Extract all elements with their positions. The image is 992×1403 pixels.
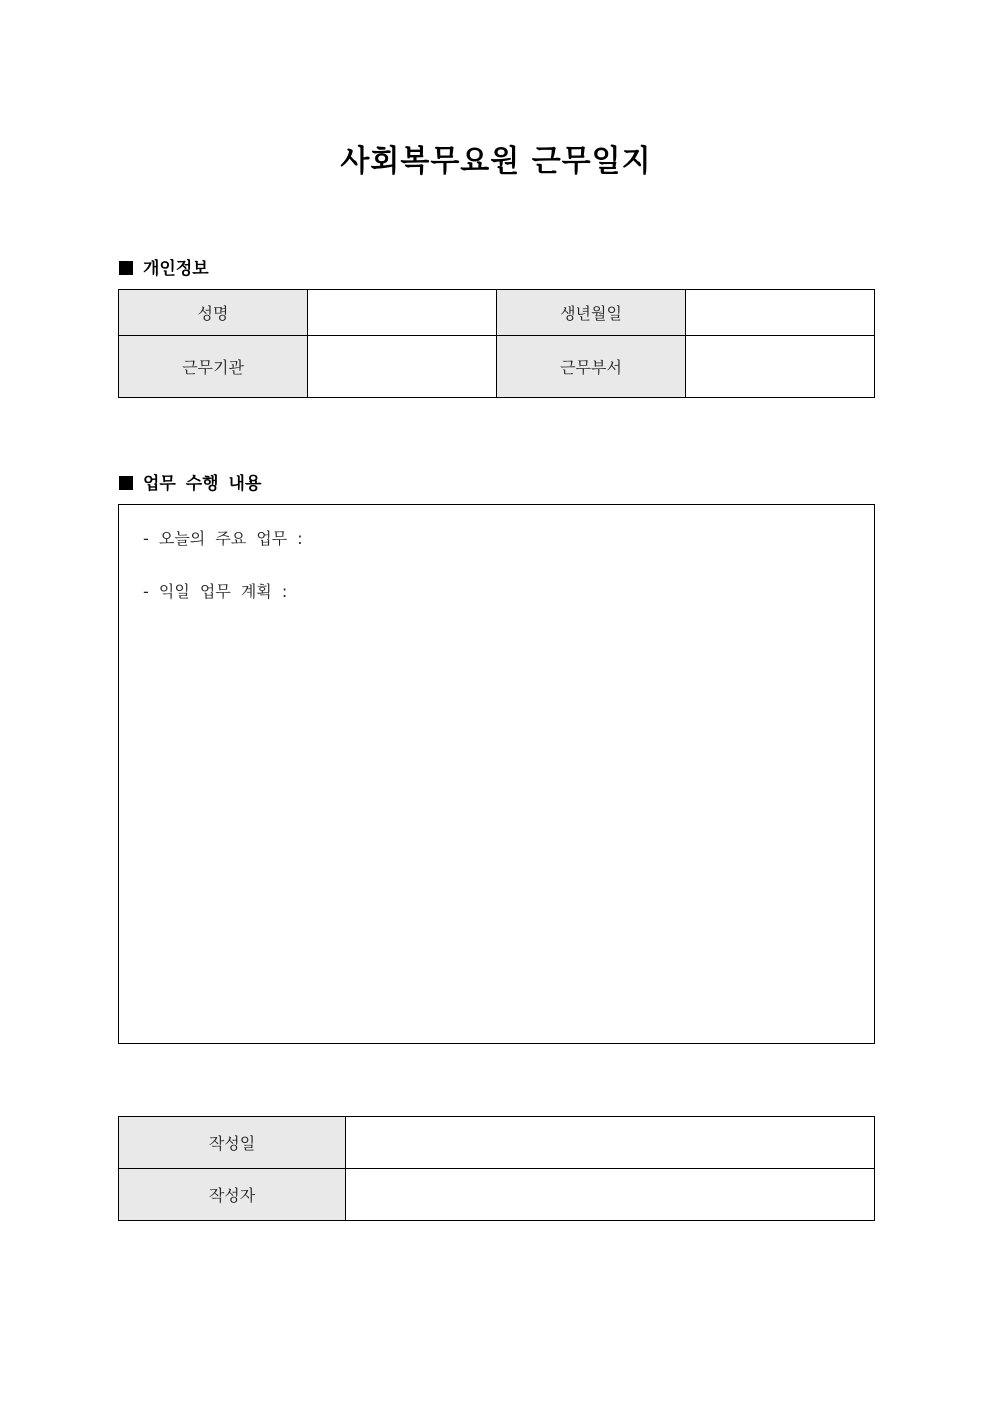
name-label: 성명 (119, 290, 308, 336)
department-label: 근무부서 (497, 336, 686, 398)
date-label: 작성일 (119, 1117, 346, 1169)
author-label: 작성자 (119, 1169, 346, 1221)
personal-info-table (118, 289, 875, 398)
square-bullet-icon (119, 261, 133, 275)
tomorrow-plan-label: - 익일 업무 계획 : (143, 582, 288, 601)
agency-label: 근무기관 (119, 336, 308, 398)
page-title: 사회복무요원 근무일지 (340, 144, 652, 179)
author-table (118, 1116, 875, 1221)
birth-date-field[interactable] (686, 290, 875, 336)
section-personal-title: 개인정보 (143, 259, 209, 279)
square-bullet-icon (119, 476, 133, 490)
section-work-title: 업무 수행 내용 (143, 474, 262, 494)
author-field[interactable] (346, 1169, 875, 1221)
birth-date-label: 생년월일 (497, 290, 686, 336)
work-content-box[interactable] (118, 504, 875, 1044)
section-personal-heading (119, 254, 209, 279)
name-field[interactable] (308, 290, 497, 336)
department-field[interactable] (686, 336, 875, 398)
today-tasks-label: - 오늘의 주요 업무 : (143, 529, 303, 548)
section-work-heading (119, 469, 261, 494)
date-field[interactable] (346, 1117, 875, 1169)
agency-field[interactable] (308, 336, 497, 398)
